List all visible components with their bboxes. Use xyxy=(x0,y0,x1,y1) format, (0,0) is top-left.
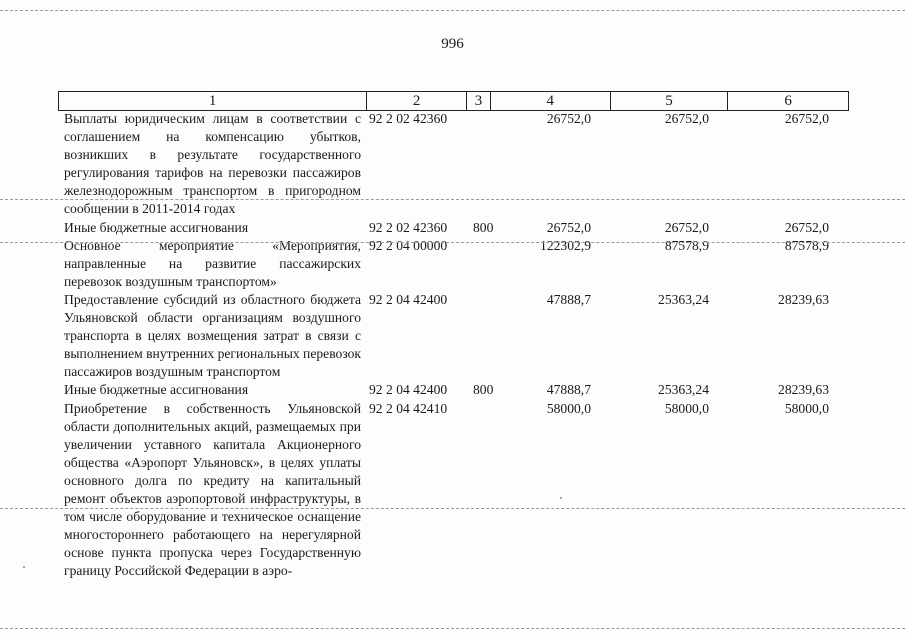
row-value-col6: 58000,0 xyxy=(784,400,829,416)
row-code: 92 2 04 00000 xyxy=(369,237,448,253)
row-value-col5: 87578,9 xyxy=(664,237,709,253)
row-code: 92 2 02 42360 xyxy=(369,219,448,235)
row-value-col5: 58000,0 xyxy=(664,400,709,416)
row-value-col4: 26752,0 xyxy=(546,219,591,235)
row-value-col6: 28239,63 xyxy=(778,291,829,307)
scan-line-fold xyxy=(0,508,905,509)
row-value-col5: 26752,0 xyxy=(664,111,709,126)
row-description: Основное мероприятие «Мероприятия, направленные на развитие пассажирских перевозок воздушным транспортом» xyxy=(64,237,361,289)
row-code: 92 2 04 42400 xyxy=(369,291,448,307)
table-row xyxy=(64,110,864,219)
row-type: 800 xyxy=(473,382,494,398)
scan-line-fold xyxy=(0,242,905,243)
row-value-col6: 28239,63 xyxy=(778,382,829,398)
row-description: Иные бюджетные ассигнования xyxy=(64,382,249,398)
row-description: Иные бюджетные ассигнования xyxy=(64,219,249,235)
row-type xyxy=(473,291,513,381)
header-col-6: 6 xyxy=(784,93,792,109)
row-code: 92 2 04 42410 xyxy=(369,400,448,416)
page-number: 996 xyxy=(441,36,464,52)
table-row xyxy=(64,237,864,291)
row-type xyxy=(473,110,513,219)
row-value-col4: 122302,9 xyxy=(540,237,591,253)
header-col-4: 4 xyxy=(491,92,611,110)
table-row xyxy=(64,381,864,399)
row-type xyxy=(473,400,513,581)
table-row xyxy=(64,400,864,581)
row-description: Выплаты юридическим лицам в соответствии с соглашением на компенсацию убытков, возникших в результате государственного регулирования тарифов на перевозки пассажиров железнодорожным транспортом в пригородном сообщении в 2011-2014 годах xyxy=(64,111,361,217)
table-body xyxy=(64,110,864,580)
table-row xyxy=(64,219,864,237)
row-value-col5: 25363,24 xyxy=(658,382,709,398)
header-col-5: 5 xyxy=(611,92,729,110)
scan-speck xyxy=(23,566,25,568)
header-col-2: 2 xyxy=(367,92,467,110)
row-value-col5: 25363,24 xyxy=(658,291,709,307)
row-value-col6: 26752,0 xyxy=(784,111,829,126)
table-row xyxy=(64,291,864,381)
header-col-1: 1 xyxy=(59,92,367,110)
row-type xyxy=(473,237,513,291)
row-value-col5: 26752,0 xyxy=(664,219,709,235)
row-value-col6: 87578,9 xyxy=(784,237,829,253)
table-header-row xyxy=(58,91,849,111)
row-description: Приобретение в собственность Ульяновской области дополнительных акций, размещаемых при увеличении уставного капитала Акционерного общества «Аэропорт Ульяновск», в целях уплаты основного долга по кредиту на капитальный ремонт объектов аэропортовой инфраструктуры, в том числе оборудование и техническое оснащение многостороннего работающего на нерегулярной основе пункта пропуска через Государственную границу Российской Федерации в аэро- xyxy=(64,400,361,579)
row-value-col4: 58000,0 xyxy=(546,400,591,416)
row-value-col4: 26752,0 xyxy=(546,111,591,126)
row-code: 92 2 02 42360 xyxy=(369,111,448,126)
scan-line-top xyxy=(0,10,905,11)
scan-speck xyxy=(560,497,562,499)
row-value-col4: 47888,7 xyxy=(546,382,591,398)
row-value-col4: 47888,7 xyxy=(546,291,591,307)
row-type: 800 xyxy=(473,219,494,235)
row-value-col6: 26752,0 xyxy=(784,219,829,235)
row-code: 92 2 04 42400 xyxy=(369,382,448,398)
row-description: Предоставление субсидий из областного бюджета Ульяновской области организациям воздушного транспорта в целях возмещения затрат в связи с выполнением внутренних региональных перевозок пассажиров воздушным транспортом xyxy=(64,291,362,380)
header-col-3: 3 xyxy=(467,92,491,110)
scan-line-fold xyxy=(0,199,905,200)
scan-line-bottom xyxy=(0,628,905,629)
